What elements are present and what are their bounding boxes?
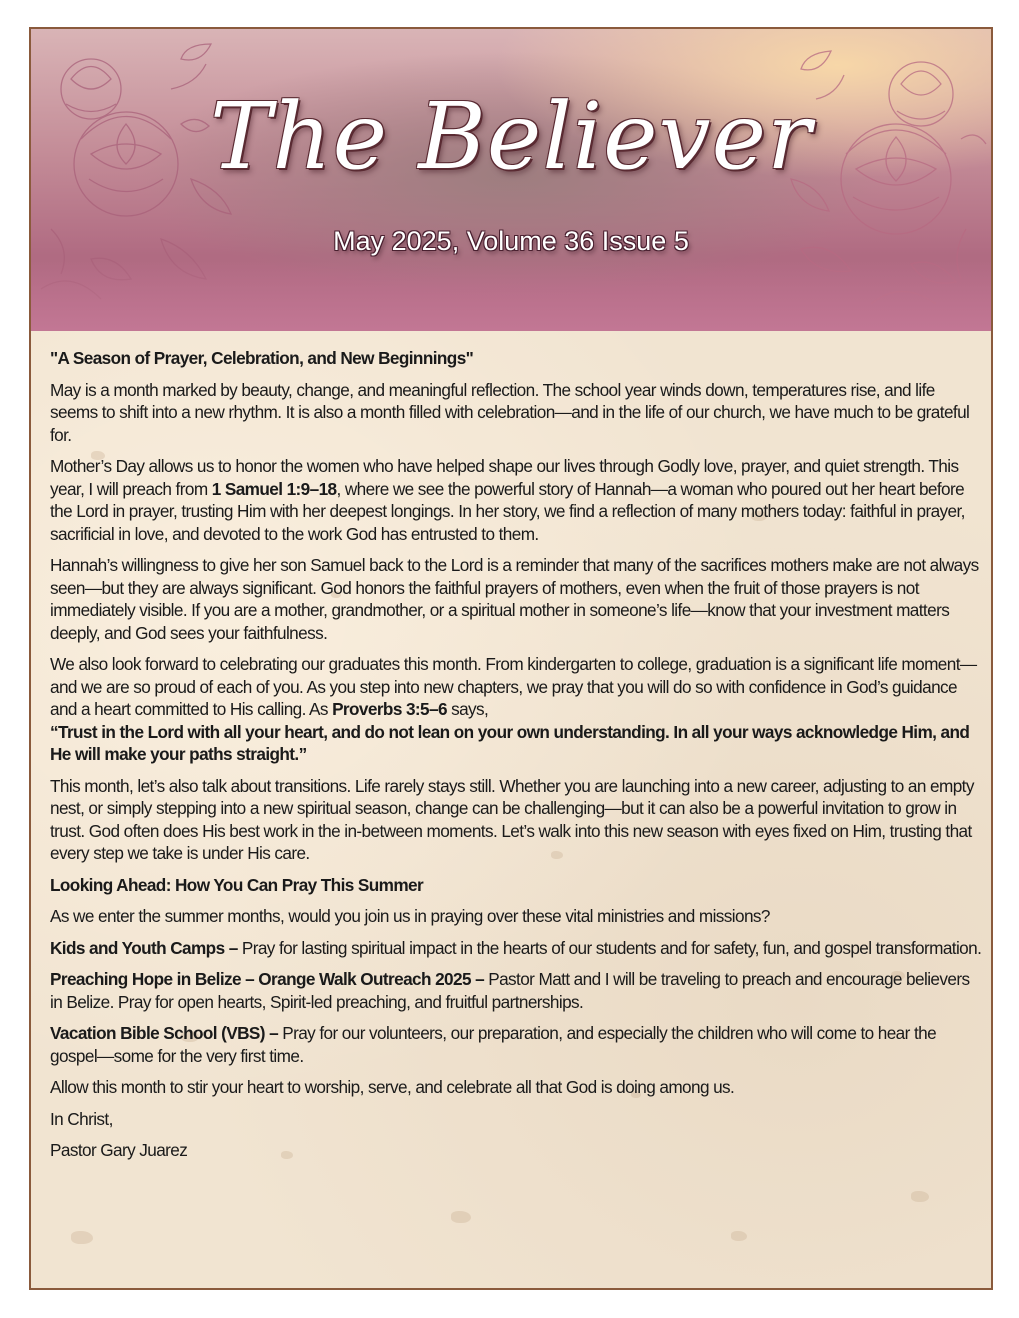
paragraph: We also look forward to celebrating our graduates this month. From kindergarten to college, graduation is a significant life moment—and we are so proud of each of you. As you step into new chapters, we pray that you will do so with confidence in God’s guidance and a heart committed to His calling. As Proverbs 3:5–6 says, “Trust in the Lord with all your heart, and do not lean on your own understanding. In all your ways acknowledge Him, and He will make your paths straight.” — [50, 654, 977, 764]
prayer-item-label: Preaching Hope in Belize – Orange Walk Outreach 2025 – — [50, 969, 489, 989]
signature-block — [50, 1108, 982, 1162]
newsletter-body — [31, 331, 991, 1288]
scripture-quote: “Trust in the Lord with all your heart, and do not lean on your own understanding. In all your ways acknowledge Him, and He will make your paths straight.” — [50, 721, 970, 764]
paragraph: Allow this month to stir your heart to worship, serve, and celebrate all that God is doing among us. — [50, 1077, 735, 1097]
header-fade — [31, 261, 991, 331]
scripture-reference: 1 Samuel 1:9–18 — [211, 478, 337, 499]
newsletter-title: The Believer — [209, 83, 813, 190]
newsletter-header — [31, 29, 991, 331]
prayer-item: Preaching Hope in Belize – Orange Walk Outreach 2025 – Pastor Matt and I will be traveling to preach and encourage believers in Belize. Pray for open hearts, Spirit-led preaching, and fruitful partnerships. — [50, 969, 970, 1012]
prayer-item-label: Kids and Youth Camps – — [50, 937, 242, 958]
paragraph: This month, let’s also talk about transitions. Life rarely stays still. Whether you are launching into a new career, adjusting to an empty nest, or simply stepping into a new spiritual season, change can be challenging—but it can also be a powerful invitation to grow in trust. God often does His best work in the in-between moments. Let’s walk into this new season with eyes fixed on Him, trusting that every step we take is under His care. — [50, 775, 974, 863]
paragraph: Mother’s Day allows us to honor the women who have helped shape our lives through Godly love, prayer, and quiet strength. This year, I will preach from 1 Samuel 1:9–18, where we see the powerful story of Hannah—a woman who poured out her heart before the Lord in prayer, trusting Him with her deepest longings. In her story, we find a reflection of many mothers today: faithful in prayer, sacrificial in love, and devoted to the work God has entrusted to them. — [50, 456, 965, 544]
issue-line: May 2025, Volume 36 Issue 5 — [333, 226, 689, 256]
prayer-item-label: Vacation Bible School (VBS) – — [50, 1023, 283, 1043]
newsletter-page — [29, 27, 993, 1290]
paragraph: As we enter the summer months, would you join us in praying over these vital ministries and missions? — [50, 906, 770, 926]
closing: In Christ, — [50, 1108, 113, 1129]
prayer-item: Kids and Youth Camps – Pray for lasting spiritual impact in the hearts of our students and for safety, fun, and gospel transformation. — [50, 937, 982, 958]
paragraph: Hannah’s willingness to give her son Samuel back to the Lord is a reminder that many of the sacrifices mothers make are not always seen—but they are always significant. God honors the faithful prayers of mothers, even when the fruit of those prayers is not immediately visible. If you are a mother, grandmother, or a spiritual mother in someone’s life—know that your investment matters deeply, and God sees your faithfulness. — [50, 555, 979, 643]
prayer-item: Vacation Bible School (VBS) – Pray for our volunteers, our preparation, and especially the children who will come to hear the gospel—some for the very first time. — [50, 1023, 937, 1066]
signature: Pastor Gary Juarez — [50, 1140, 188, 1160]
scripture-reference: Proverbs 3:5–6 — [332, 699, 447, 719]
section-subheading: Looking Ahead: How You Can Pray This Summer — [50, 874, 424, 895]
article — [50, 347, 982, 1171]
paragraph: May is a month marked by beauty, change, and meaningful reflection. The school year winds down, temperatures rise, and life seems to shift into a new rhythm. It is also a month filled with celebration—and in the life of our church, we have much to be grateful for. — [50, 379, 970, 445]
article-headline: "A Season of Prayer, Celebration, and New Beginnings" — [50, 348, 474, 368]
